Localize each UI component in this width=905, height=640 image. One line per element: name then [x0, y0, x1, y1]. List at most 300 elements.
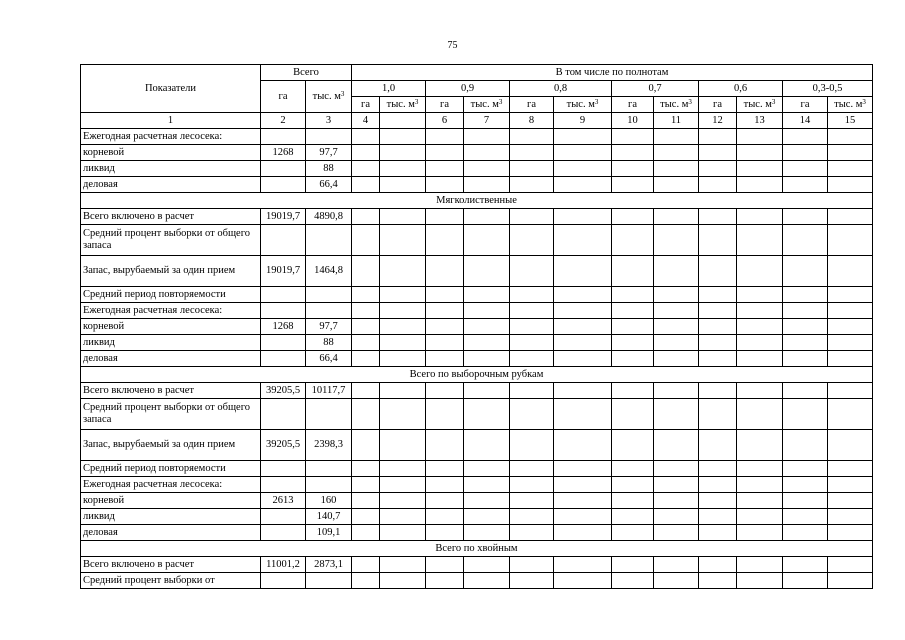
- page-number: 75: [447, 40, 458, 51]
- table-row: [81, 287, 873, 303]
- empty-cell: [783, 225, 828, 256]
- column-number: 1: [81, 113, 261, 129]
- section-title: Всего по выборочным рубкам: [81, 367, 873, 383]
- empty-cell: [510, 225, 554, 256]
- empty-cell: [828, 430, 873, 461]
- empty-cell: [510, 319, 554, 335]
- table-row: [81, 209, 873, 225]
- empty-cell: [612, 477, 654, 493]
- empty-cell: [352, 287, 380, 303]
- empty-cell: [380, 225, 426, 256]
- density-ha-header: га: [783, 97, 828, 113]
- empty-cell: [654, 493, 699, 509]
- empty-cell: [737, 493, 783, 509]
- total-ha-cell: 1268: [261, 319, 306, 335]
- row-label: деловая: [81, 177, 261, 193]
- density-m3-header: тыс. $м^3$: [828, 97, 873, 113]
- density-m3-header: тыс. $м^3$: [464, 97, 510, 113]
- empty-cell: [783, 399, 828, 430]
- row-label: Запас, вырубаемый за один прием: [81, 256, 261, 287]
- empty-cell: [554, 509, 612, 525]
- empty-cell: [352, 557, 380, 573]
- empty-cell: [783, 351, 828, 367]
- empty-cell: [426, 509, 464, 525]
- empty-cell: [783, 383, 828, 399]
- empty-cell: [554, 161, 612, 177]
- empty-cell: [699, 287, 737, 303]
- total-ha-cell: [261, 509, 306, 525]
- empty-cell: [654, 177, 699, 193]
- empty-cell: [654, 383, 699, 399]
- total-ha-cell: 39205,5: [261, 430, 306, 461]
- empty-cell: [654, 256, 699, 287]
- section-title: Мягколиственные: [81, 193, 873, 209]
- empty-cell: [654, 351, 699, 367]
- empty-cell: [426, 209, 464, 225]
- density-header: 1,0: [352, 81, 426, 97]
- density-header: 0,7: [612, 81, 699, 97]
- total-m3-cell: 97,7: [306, 145, 352, 161]
- empty-cell: [380, 319, 426, 335]
- row-label: Всего включено в расчет: [81, 557, 261, 573]
- empty-cell: [464, 493, 510, 509]
- empty-cell: [737, 351, 783, 367]
- empty-cell: [464, 509, 510, 525]
- empty-cell: [426, 256, 464, 287]
- column-number: 13: [737, 113, 783, 129]
- empty-cell: [464, 319, 510, 335]
- table-row: [81, 430, 873, 461]
- column-number: 10: [612, 113, 654, 129]
- empty-cell: [828, 525, 873, 541]
- empty-cell: [654, 209, 699, 225]
- empty-cell: [510, 430, 554, 461]
- empty-cell: [554, 383, 612, 399]
- empty-cell: [554, 335, 612, 351]
- total-m3-cell: [306, 399, 352, 430]
- forest-felling-table: [80, 64, 873, 589]
- empty-cell: [699, 525, 737, 541]
- indicators-header: Показатели: [81, 65, 261, 113]
- row-label: Запас, вырубаемый за один прием: [81, 430, 261, 461]
- section-row: [81, 541, 873, 557]
- empty-cell: [612, 399, 654, 430]
- column-number: [380, 113, 426, 129]
- table-body: [81, 129, 873, 589]
- total-ha-cell: [261, 399, 306, 430]
- empty-cell: [699, 461, 737, 477]
- empty-cell: [464, 557, 510, 573]
- column-number: 11: [654, 113, 699, 129]
- empty-cell: [699, 161, 737, 177]
- density-ha-header: га: [352, 97, 380, 113]
- row-label: Всего включено в расчет: [81, 383, 261, 399]
- empty-cell: [426, 573, 464, 589]
- empty-cell: [783, 287, 828, 303]
- empty-cell: [612, 225, 654, 256]
- empty-cell: [828, 177, 873, 193]
- empty-cell: [828, 256, 873, 287]
- empty-cell: [612, 525, 654, 541]
- row-label: ликвид: [81, 335, 261, 351]
- table-row: [81, 145, 873, 161]
- empty-cell: [612, 335, 654, 351]
- empty-cell: [554, 225, 612, 256]
- empty-cell: [654, 303, 699, 319]
- table-row: [81, 573, 873, 589]
- column-number: 4: [352, 113, 380, 129]
- empty-cell: [554, 493, 612, 509]
- empty-cell: [426, 303, 464, 319]
- empty-cell: [783, 303, 828, 319]
- empty-cell: [654, 430, 699, 461]
- empty-cell: [828, 351, 873, 367]
- empty-cell: [426, 287, 464, 303]
- including-header: В том числе по полнотам: [352, 65, 873, 81]
- total-m3-cell: 66,4: [306, 351, 352, 367]
- empty-cell: [612, 461, 654, 477]
- empty-cell: [426, 177, 464, 193]
- column-number: 2: [261, 113, 306, 129]
- empty-cell: [828, 493, 873, 509]
- empty-cell: [737, 161, 783, 177]
- empty-cell: [737, 319, 783, 335]
- empty-cell: [699, 177, 737, 193]
- empty-cell: [654, 557, 699, 573]
- empty-cell: [380, 493, 426, 509]
- table-row: [81, 399, 873, 430]
- empty-cell: [783, 557, 828, 573]
- total-header: Всего: [261, 65, 352, 81]
- empty-cell: [612, 177, 654, 193]
- empty-cell: [737, 461, 783, 477]
- density-ha-header: га: [510, 97, 554, 113]
- empty-cell: [828, 383, 873, 399]
- empty-cell: [510, 399, 554, 430]
- empty-cell: [464, 573, 510, 589]
- density-m3-header: тыс. $м^3$: [654, 97, 699, 113]
- empty-cell: [783, 430, 828, 461]
- empty-cell: [699, 430, 737, 461]
- empty-cell: [426, 161, 464, 177]
- empty-cell: [426, 129, 464, 145]
- empty-cell: [654, 335, 699, 351]
- row-label: Средний процент выборки от: [81, 573, 261, 589]
- table-row: [81, 161, 873, 177]
- empty-cell: [380, 351, 426, 367]
- empty-cell: [510, 351, 554, 367]
- empty-cell: [554, 573, 612, 589]
- empty-cell: [699, 209, 737, 225]
- empty-cell: [737, 430, 783, 461]
- row-label: Средний период повторяемости: [81, 461, 261, 477]
- empty-cell: [612, 129, 654, 145]
- empty-cell: [783, 161, 828, 177]
- empty-cell: [699, 225, 737, 256]
- empty-cell: [380, 509, 426, 525]
- empty-cell: [554, 287, 612, 303]
- column-numbers-row: [81, 113, 873, 129]
- table-row: [81, 335, 873, 351]
- empty-cell: [426, 461, 464, 477]
- empty-cell: [612, 287, 654, 303]
- empty-cell: [654, 287, 699, 303]
- empty-cell: [510, 477, 554, 493]
- column-number: 7: [464, 113, 510, 129]
- empty-cell: [380, 129, 426, 145]
- empty-cell: [612, 303, 654, 319]
- empty-cell: [380, 287, 426, 303]
- total-ha-cell: [261, 225, 306, 256]
- empty-cell: [737, 573, 783, 589]
- empty-cell: [699, 399, 737, 430]
- empty-cell: [510, 129, 554, 145]
- row-label: деловая: [81, 351, 261, 367]
- total-m3-cell: [306, 477, 352, 493]
- table-row: [81, 557, 873, 573]
- empty-cell: [352, 129, 380, 145]
- empty-cell: [510, 493, 554, 509]
- row-label: ликвид: [81, 161, 261, 177]
- empty-cell: [554, 209, 612, 225]
- empty-cell: [554, 557, 612, 573]
- empty-cell: [464, 461, 510, 477]
- row-label: деловая: [81, 525, 261, 541]
- empty-cell: [783, 335, 828, 351]
- empty-cell: [612, 573, 654, 589]
- table-row: [81, 351, 873, 367]
- empty-cell: [426, 557, 464, 573]
- empty-cell: [380, 256, 426, 287]
- table-row: [81, 303, 873, 319]
- total-m3-cell: 2398,3: [306, 430, 352, 461]
- empty-cell: [783, 573, 828, 589]
- total-m3-cell: [306, 461, 352, 477]
- empty-cell: [737, 509, 783, 525]
- empty-cell: [828, 209, 873, 225]
- empty-cell: [828, 303, 873, 319]
- empty-cell: [699, 129, 737, 145]
- empty-cell: [783, 145, 828, 161]
- empty-cell: [612, 509, 654, 525]
- total-m3-cell: 97,7: [306, 319, 352, 335]
- total-ha-cell: 19019,7: [261, 209, 306, 225]
- empty-cell: [426, 351, 464, 367]
- empty-cell: [510, 383, 554, 399]
- section-row: [81, 193, 873, 209]
- empty-cell: [654, 319, 699, 335]
- empty-cell: [510, 209, 554, 225]
- empty-cell: [464, 256, 510, 287]
- empty-cell: [464, 209, 510, 225]
- empty-cell: [352, 319, 380, 335]
- row-label: Ежегодная расчетная лесосека:: [81, 477, 261, 493]
- density-header: 0,8: [510, 81, 612, 97]
- empty-cell: [737, 557, 783, 573]
- empty-cell: [380, 461, 426, 477]
- empty-cell: [654, 525, 699, 541]
- empty-cell: [464, 335, 510, 351]
- empty-cell: [554, 461, 612, 477]
- total-m3-cell: [306, 225, 352, 256]
- empty-cell: [783, 525, 828, 541]
- empty-cell: [828, 145, 873, 161]
- empty-cell: [554, 177, 612, 193]
- empty-cell: [737, 145, 783, 161]
- empty-cell: [464, 161, 510, 177]
- empty-cell: [510, 161, 554, 177]
- empty-cell: [426, 477, 464, 493]
- empty-cell: [783, 461, 828, 477]
- table-row: [81, 225, 873, 256]
- empty-cell: [654, 477, 699, 493]
- empty-cell: [612, 209, 654, 225]
- empty-cell: [612, 145, 654, 161]
- total-ha-cell: 39205,5: [261, 383, 306, 399]
- empty-cell: [554, 477, 612, 493]
- empty-cell: [554, 430, 612, 461]
- total-m3-cell: 109,1: [306, 525, 352, 541]
- total-m3-cell: 160: [306, 493, 352, 509]
- empty-cell: [464, 287, 510, 303]
- total-m3-cell: [306, 573, 352, 589]
- empty-cell: [654, 399, 699, 430]
- table-row: [81, 477, 873, 493]
- total-ha-cell: [261, 177, 306, 193]
- empty-cell: [699, 303, 737, 319]
- empty-cell: [737, 399, 783, 430]
- total-ha-cell: [261, 303, 306, 319]
- total-m3-cell: 10117,7: [306, 383, 352, 399]
- column-number: 6: [426, 113, 464, 129]
- empty-cell: [426, 145, 464, 161]
- table-row: [81, 509, 873, 525]
- density-header: 0,6: [699, 81, 783, 97]
- empty-cell: [783, 129, 828, 145]
- table-row: [81, 525, 873, 541]
- empty-cell: [352, 145, 380, 161]
- table-row: [81, 493, 873, 509]
- empty-cell: [828, 225, 873, 256]
- empty-cell: [828, 161, 873, 177]
- empty-cell: [654, 161, 699, 177]
- empty-cell: [699, 351, 737, 367]
- empty-cell: [464, 177, 510, 193]
- empty-cell: [699, 319, 737, 335]
- empty-cell: [426, 525, 464, 541]
- empty-cell: [828, 557, 873, 573]
- empty-cell: [783, 256, 828, 287]
- empty-cell: [828, 319, 873, 335]
- section-title: Всего по хвойным: [81, 541, 873, 557]
- table-row: [81, 319, 873, 335]
- total-m3-cell: [306, 287, 352, 303]
- empty-cell: [554, 319, 612, 335]
- empty-cell: [510, 303, 554, 319]
- empty-cell: [737, 225, 783, 256]
- total-ha-cell: [261, 161, 306, 177]
- column-number: 8: [510, 113, 554, 129]
- row-label: Средний процент выборки от общего запаса: [81, 399, 261, 430]
- total-ha-cell: [261, 525, 306, 541]
- empty-cell: [783, 319, 828, 335]
- empty-cell: [737, 383, 783, 399]
- total-m3-cell: 66,4: [306, 177, 352, 193]
- column-number: 14: [783, 113, 828, 129]
- empty-cell: [352, 509, 380, 525]
- density-m3-header: тыс. $м^3$: [737, 97, 783, 113]
- empty-cell: [783, 477, 828, 493]
- empty-cell: [464, 525, 510, 541]
- column-number: 9: [554, 113, 612, 129]
- table-row: [81, 383, 873, 399]
- empty-cell: [352, 225, 380, 256]
- empty-cell: [737, 303, 783, 319]
- empty-cell: [426, 383, 464, 399]
- empty-cell: [612, 319, 654, 335]
- empty-cell: [554, 145, 612, 161]
- empty-cell: [352, 383, 380, 399]
- empty-cell: [737, 525, 783, 541]
- column-number: 15: [828, 113, 873, 129]
- empty-cell: [612, 383, 654, 399]
- empty-cell: [612, 430, 654, 461]
- density-m3-header: тыс. $м^3$: [554, 97, 612, 113]
- empty-cell: [352, 493, 380, 509]
- row-label: корневой: [81, 145, 261, 161]
- total-m3-cell: [306, 129, 352, 145]
- empty-cell: [464, 303, 510, 319]
- table-row: [81, 256, 873, 287]
- empty-cell: [510, 335, 554, 351]
- empty-cell: [510, 573, 554, 589]
- empty-cell: [554, 303, 612, 319]
- empty-cell: [510, 287, 554, 303]
- total-m3-header: тыс. $м^3$: [306, 81, 352, 113]
- empty-cell: [737, 287, 783, 303]
- empty-cell: [352, 335, 380, 351]
- total-m3-cell: [306, 303, 352, 319]
- empty-cell: [699, 256, 737, 287]
- total-ha-cell: 11001,2: [261, 557, 306, 573]
- empty-cell: [737, 177, 783, 193]
- empty-cell: [554, 129, 612, 145]
- empty-cell: [464, 430, 510, 461]
- empty-cell: [380, 399, 426, 430]
- empty-cell: [352, 177, 380, 193]
- empty-cell: [699, 383, 737, 399]
- empty-cell: [352, 525, 380, 541]
- empty-cell: [510, 177, 554, 193]
- empty-cell: [510, 145, 554, 161]
- total-m3-cell: 2873,1: [306, 557, 352, 573]
- empty-cell: [828, 509, 873, 525]
- total-ha-cell: [261, 129, 306, 145]
- empty-cell: [828, 335, 873, 351]
- empty-cell: [612, 351, 654, 367]
- empty-cell: [464, 225, 510, 256]
- table-row: [81, 461, 873, 477]
- empty-cell: [380, 557, 426, 573]
- total-ha-header: га: [261, 81, 306, 113]
- row-label: Ежегодная расчетная лесосека:: [81, 303, 261, 319]
- empty-cell: [554, 525, 612, 541]
- empty-cell: [654, 225, 699, 256]
- empty-cell: [612, 256, 654, 287]
- empty-cell: [737, 256, 783, 287]
- empty-cell: [654, 509, 699, 525]
- empty-cell: [699, 477, 737, 493]
